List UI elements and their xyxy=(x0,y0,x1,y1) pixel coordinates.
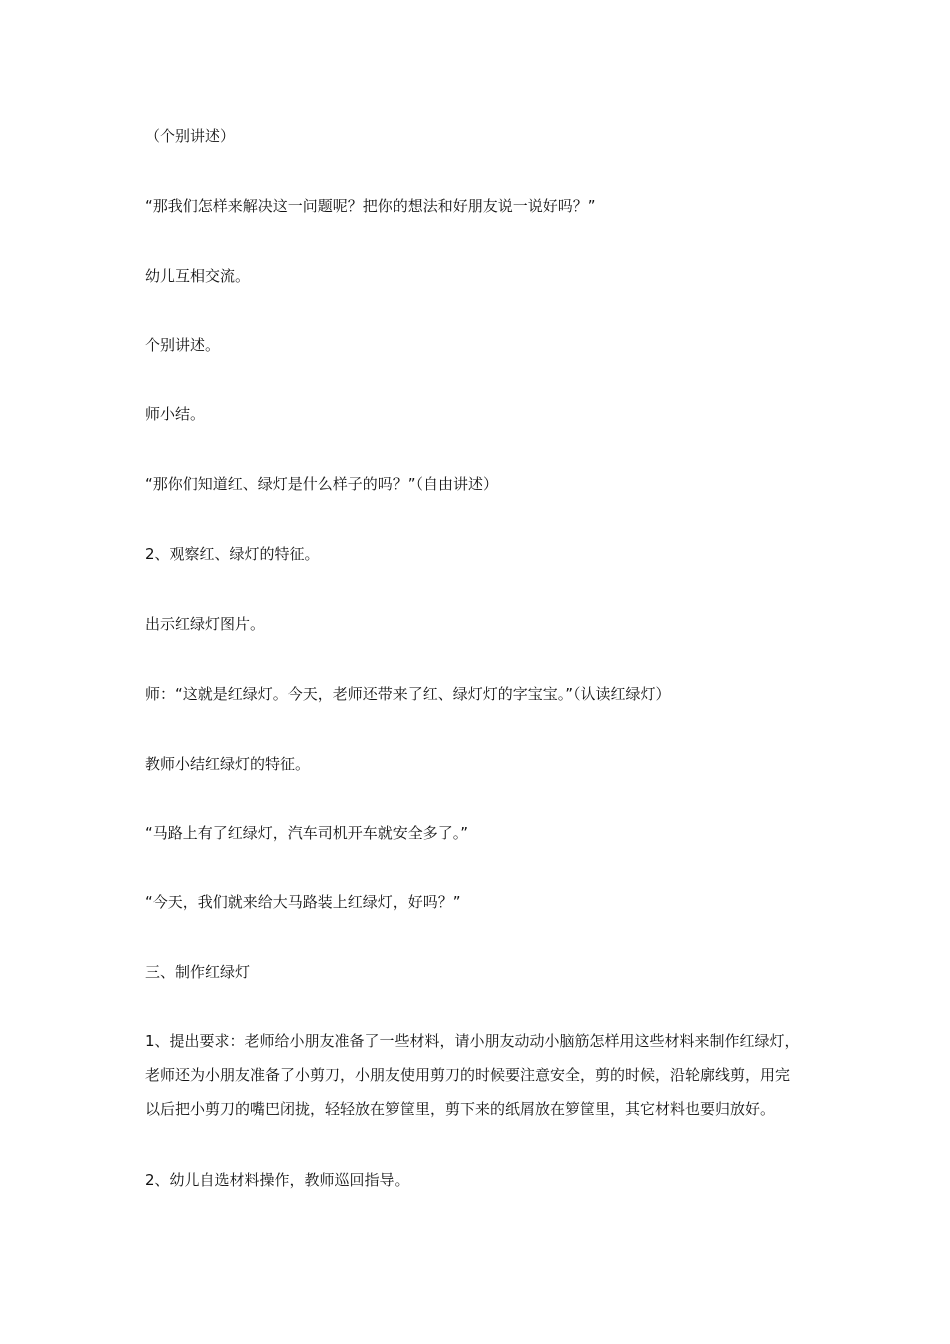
paragraph-line: 1、提出要求：老师给小朋友准备了一些材料，请小朋友动动小脑筋怎样用这些材料来制作红绿灯， xyxy=(145,1032,800,1050)
requirement-paragraph xyxy=(145,1024,815,1126)
text-line: 幼儿互相交流。 xyxy=(145,267,251,285)
text-line: 师：“这就是红绿灯。今天，老师还带来了红、绿灯灯的字宝宝。”（认读红绿灯） xyxy=(145,685,671,703)
section-heading: 三、制作红绿灯 xyxy=(145,963,251,981)
text-line: 2、观察红、绿灯的特征。 xyxy=(145,545,320,563)
text-line: 2、幼儿自选材料操作，教师巡回指导。 xyxy=(145,1171,410,1189)
text-line: 个别讲述。 xyxy=(145,336,221,354)
paragraph-line: 老师还为小朋友准备了小剪刀，小朋友使用剪刀的时候要注意安全，剪的时候，沿轮廓线剪，用完 xyxy=(145,1066,791,1084)
text-line: “那我们怎样来解决这一问题呢？把你的想法和好朋友说一说好吗？” xyxy=(145,197,596,215)
paragraph-line: 以后把小剪刀的嘴巴闭拢，轻轻放在箩筐里，剪下来的纸屑放在箩筐里，其它材料也要归放好。 xyxy=(145,1100,776,1118)
text-line: “那你们知道红、绿灯是什么样子的吗？”（自由讲述） xyxy=(145,475,499,493)
text-line: “马路上有了红绿灯，汽车司机开车就安全多了。” xyxy=(145,824,469,842)
text-line: 出示红绿灯图片。 xyxy=(145,615,266,633)
text-line: “今天，我们就来给大马路装上红绿灯，好吗？” xyxy=(145,893,461,911)
text-line: 教师小结红绿灯的特征。 xyxy=(145,755,311,773)
text-line: （个别讲述） xyxy=(145,127,236,145)
text-line: 师小结。 xyxy=(145,405,206,423)
